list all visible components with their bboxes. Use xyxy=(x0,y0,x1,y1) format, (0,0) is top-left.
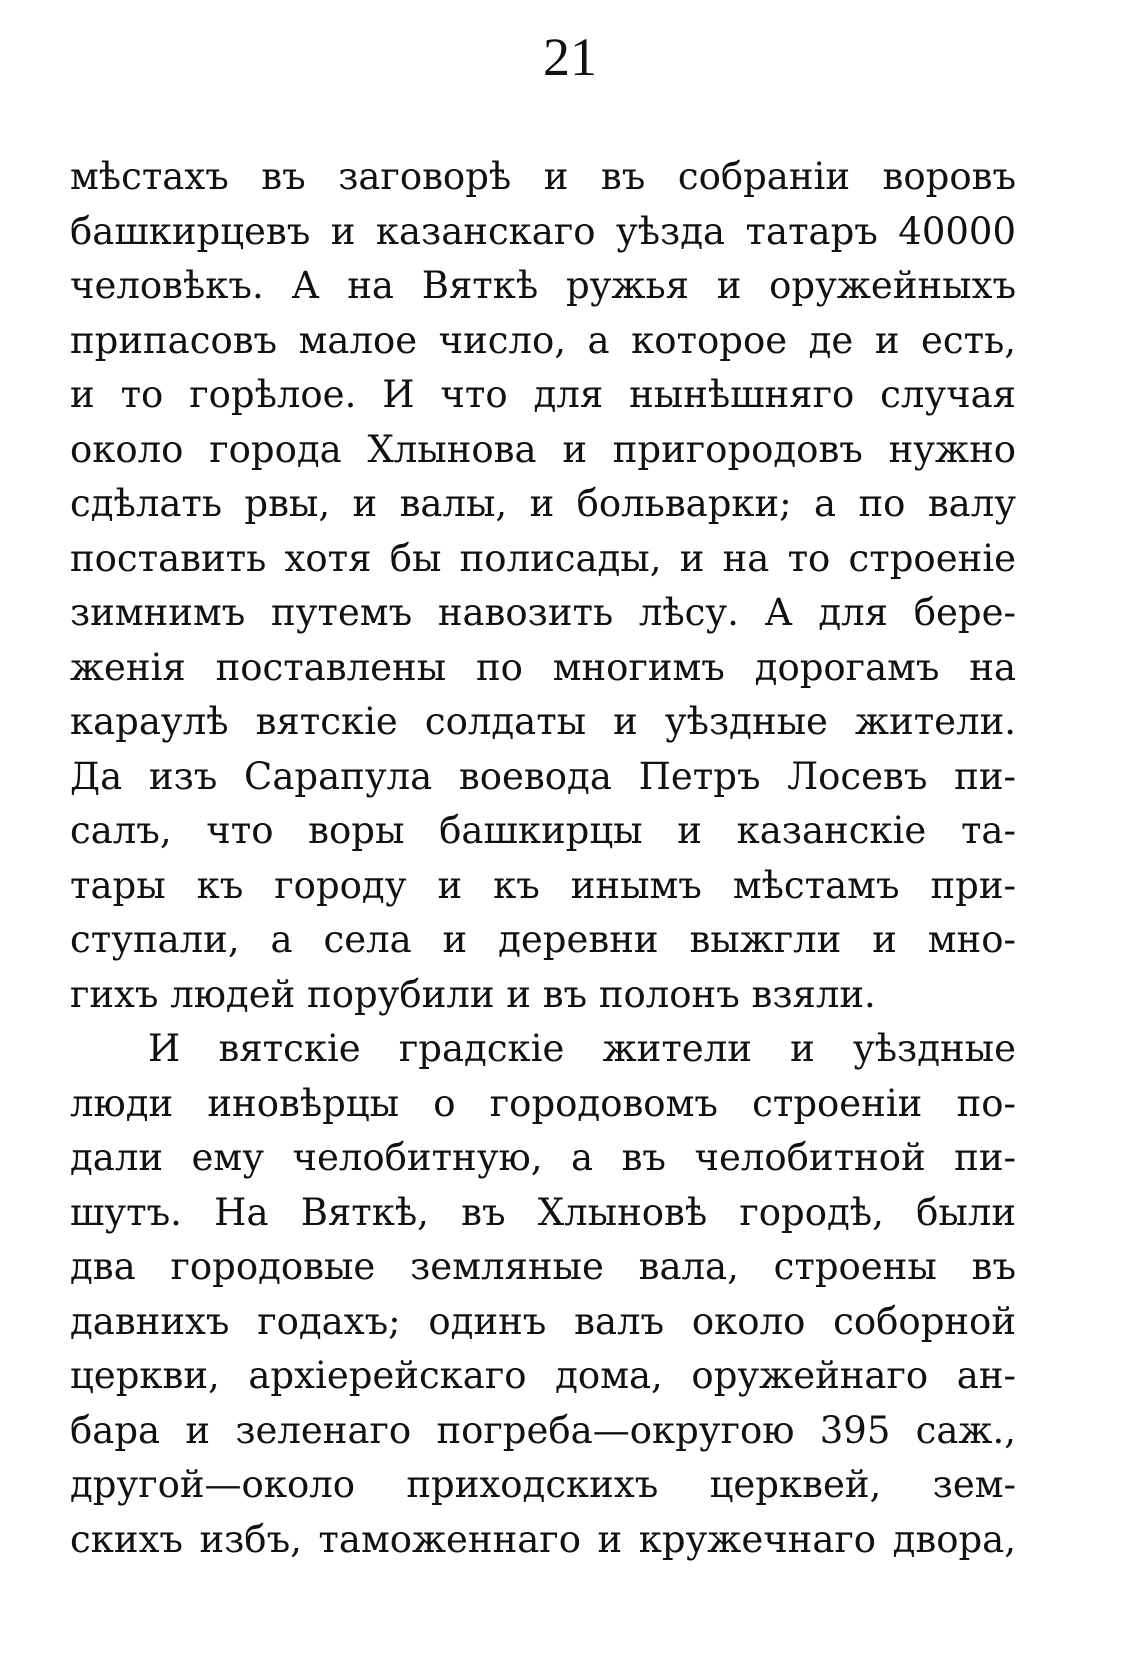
text-line: другой—около приходскихъ церквей, зем- xyxy=(70,1463,1016,1506)
text-line: тары къ городу и къ инымъ мѣстамъ при- xyxy=(70,863,1016,907)
text-line: бара и зеленаго погреба—округою 395 саж., xyxy=(70,1408,1016,1452)
text-line: сдѣлать рвы, и валы, и больварки; а по валу xyxy=(70,482,1016,525)
text-line: гихъ людей порубили и въ полонъ взяли. xyxy=(70,972,876,1016)
text-line: и то горѣлое. И что для нынѣшняго случая xyxy=(70,373,1016,416)
text-line: скихъ избъ, таможеннаго и кружечнаго двора, xyxy=(70,1517,1016,1561)
text-line: шутъ. На Вяткѣ, въ Хлыновѣ городѣ, были xyxy=(70,1190,1016,1234)
page-number: 21 xyxy=(543,27,597,87)
text-line: ступали, а села и деревни выжгли и мно- xyxy=(70,918,1016,961)
text-line: давнихъ годахъ; одинъ валъ около соборной xyxy=(70,1299,1016,1343)
text-line: караулѣ вятскіе солдаты и уѣздные жители. xyxy=(70,700,1016,743)
text-line: поставить хотя бы полисады, и на то строеніе xyxy=(70,536,1016,580)
text-line: два городовые земляные вала, строены въ xyxy=(70,1245,1016,1288)
text-line: дали ему челобитную, а въ челобитной пи- xyxy=(70,1136,1016,1179)
text-line: зимнимъ путемъ навозить лѣсу. А для бере- xyxy=(70,591,1016,634)
text-line: человѣкъ. А на Вяткѣ ружья и оружейныхъ xyxy=(70,264,1016,307)
text-line: люди иновѣрцы о городовомъ строеніи по- xyxy=(70,1081,1016,1125)
text-line: около города Хлынова и пригородовъ нужно xyxy=(70,427,1016,471)
text-line: женія поставлены по многимъ дорогамъ на xyxy=(70,645,1016,689)
text-line: припасовъ малое число, а которое де и есть, xyxy=(70,318,1016,362)
text-line: И вятскіе градскіе жители и уѣздные xyxy=(148,1027,1016,1070)
text-line: церкви, архіерейскаго дома, оружейнаго ан- xyxy=(70,1354,1016,1397)
text-line: Да изъ Сарапула воевода Петръ Лосевъ пи- xyxy=(70,754,1016,798)
text-line: салъ, что воры башкирцы и казанскіе та- xyxy=(70,809,1016,852)
body-text xyxy=(70,150,1016,1567)
text-line: мѣстахъ въ заговорѣ и въ собраніи воровъ xyxy=(70,155,1016,198)
text-line: башкирцевъ и казанскаго уѣзда татаръ 40000 xyxy=(70,209,1016,253)
